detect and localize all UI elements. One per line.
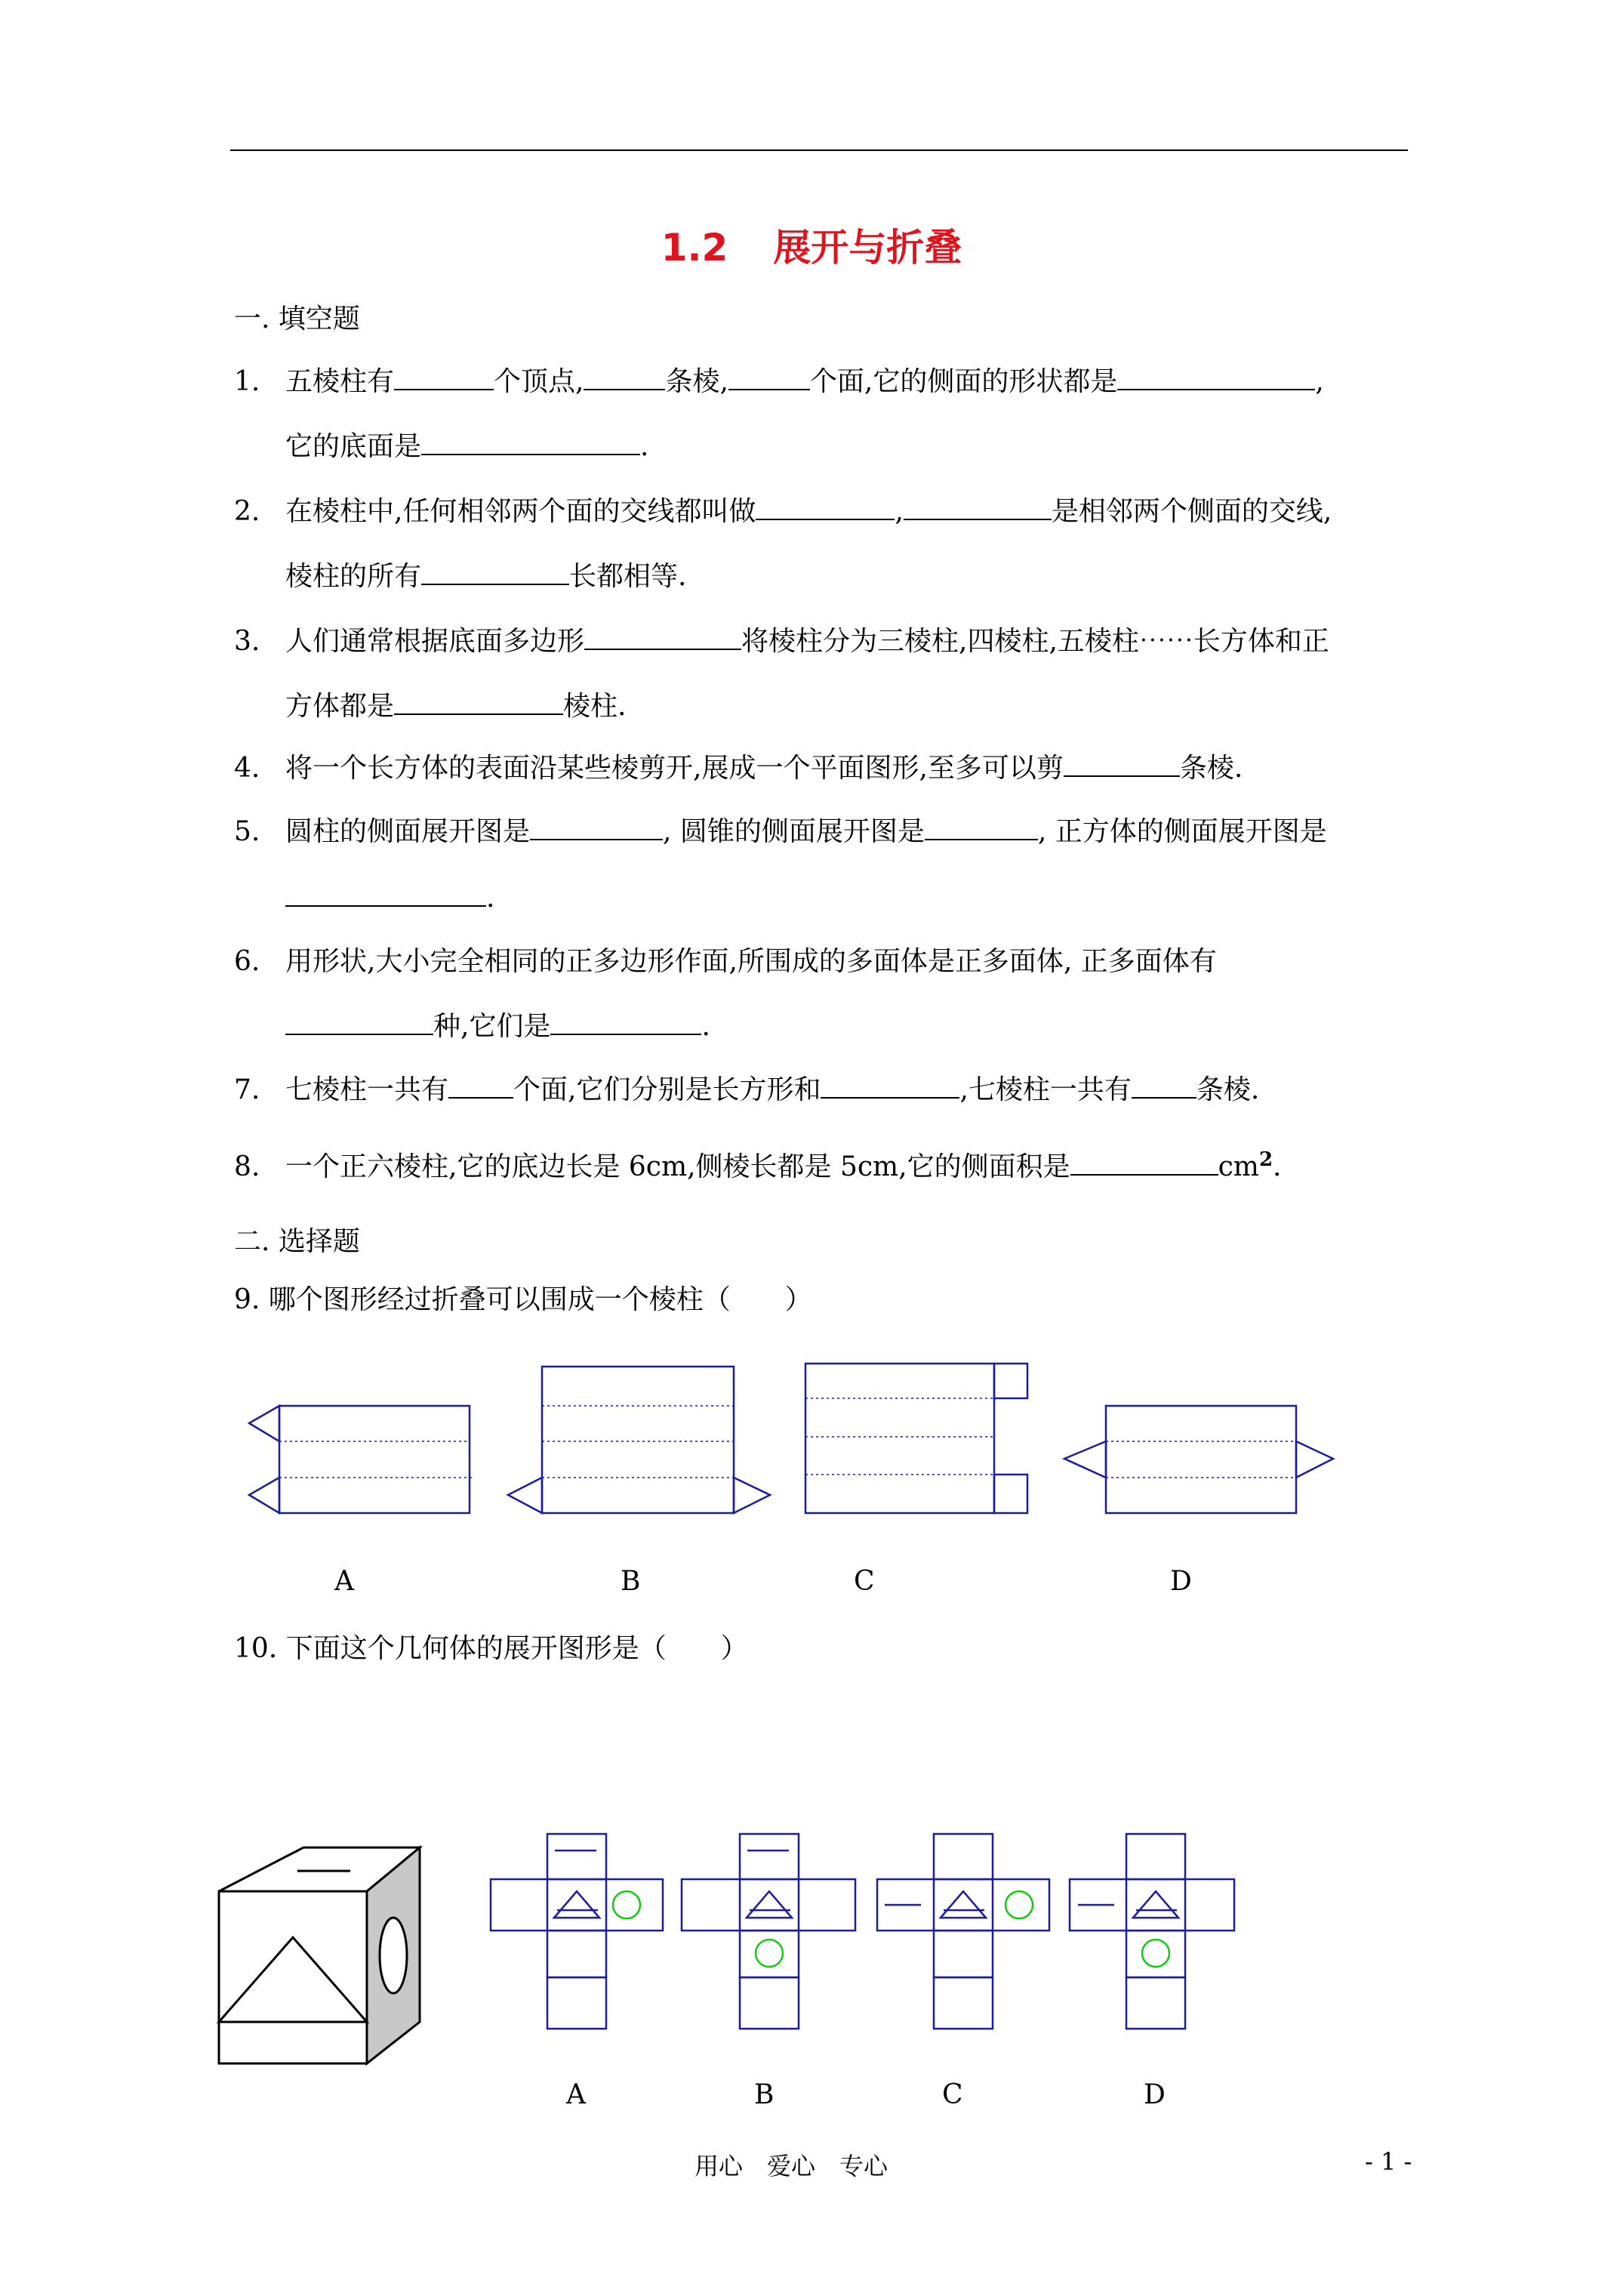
question-2-line-2: 棱柱的所有 长都相等. (285, 561, 687, 592)
net-d (1070, 1834, 1234, 2029)
question-3: 3. 人们通常根据底面多边形 将棱柱分为三棱柱,四棱柱,五棱柱⋯⋯长方体和正 (234, 626, 1329, 657)
question-1-line-2: 它的底面是 . (285, 431, 649, 462)
page-title: 1.2 展开与折叠 (661, 226, 962, 270)
question-9: 9. 哪个图形经过折叠可以围成一个棱柱（ ） (234, 1284, 812, 1315)
question-5-line-2: . (285, 880, 494, 917)
q9-option-c[interactable]: C (854, 1566, 875, 1597)
section-fill-in-title: 一. 填空题 (234, 304, 360, 334)
q9-option-d[interactable]: D (1170, 1566, 1192, 1597)
question-10: 10. 下面这个几何体的展开图形是（ ） (234, 1633, 748, 1664)
footer-motto: 用心 爱心 专心 (694, 2152, 888, 2180)
question-6: 6. 用形状,大小完全相同的正多边形作面,所围成的多面体是正多面体, 正多面体有 (234, 946, 1217, 977)
question-5: 5. 圆柱的侧面展开图是 , 圆锥的侧面展开图是 , 正方体的侧面展开图是 (234, 816, 1327, 847)
net-b (682, 1834, 855, 2029)
page-number: - 1 - (1365, 2147, 1412, 2176)
q10-option-c[interactable]: C (942, 2079, 963, 2110)
q9-option-a[interactable]: A (334, 1566, 354, 1597)
question-7: 7. 七棱柱一共有 个面,它们分别是长方形和 ,七棱柱一共有 条棱. (234, 1074, 1260, 1105)
section-choice-title: 二. 选择题 (234, 1226, 360, 1257)
question-6-line-2: 种,它们是 . (285, 1009, 710, 1045)
q10-option-a[interactable]: A (566, 2079, 586, 2110)
q9-option-b[interactable]: B (621, 1566, 641, 1597)
net-c (877, 1834, 1049, 2029)
question-2: 2. 在棱柱中,任何相邻两个面的交线都叫做 , 是相邻两个侧面的交线, (234, 496, 1332, 527)
question-8: 8. 一个正六棱柱,它的底边长是 6cm,侧棱长都是 5cm,它的侧面积是 $cm^2$. (234, 1148, 1282, 1182)
question-4: 4. 将一个长方体的表面沿某些棱剪开,展成一个平面图形,至多可以剪 条棱. (234, 753, 1243, 784)
net-a (491, 1834, 663, 2029)
q10-option-d[interactable]: D (1144, 2079, 1166, 2110)
question-1: 1. 五棱柱有 个顶点, 条棱, 个面,它的侧面的形状都是 , (234, 366, 1324, 397)
q10-option-b[interactable]: B (754, 2079, 775, 2110)
question-3-line-2: 方体都是 棱柱. (285, 691, 627, 722)
